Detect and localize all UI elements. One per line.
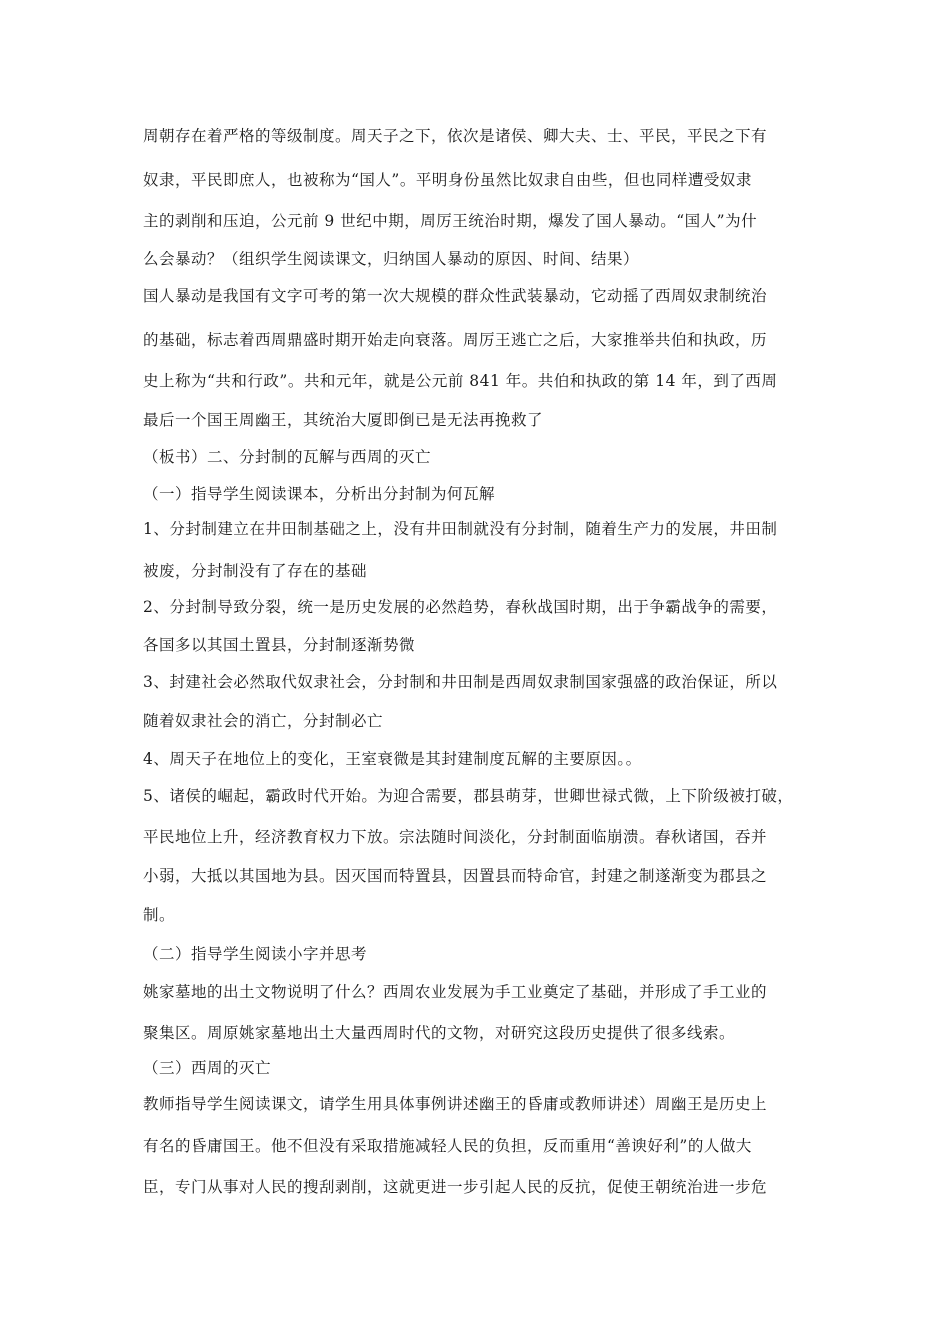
list-item-continued: 制。 — [143, 906, 176, 924]
paragraph-line: 国人暴动是我国有文字可考的第一次大规模的群众性武装暴动，它动摇了西周奴隶制统治 — [143, 287, 768, 305]
paragraph-line: 最后一个国王周幽王，其统治大厦即倒已是无法再挽救了 — [143, 411, 544, 429]
paragraph-line: 姚家墓地的出土文物说明了什么？西周农业发展为手工业奠定了基础，并形成了手工业的 — [143, 983, 768, 1001]
list-item: 3、封建社会必然取代奴隶社会，分封制和井田制是西周奴隶制国家强盛的政治保证，所以 — [143, 673, 778, 691]
list-item-continued: 平民地位上升，经济教育权力下放。宗法随时间淡化，分封制面临崩溃。春秋诸国，吞并 — [143, 828, 768, 846]
list-item: 1、分封制建立在井田制基础之上，没有井田制就没有分封制，随着生产力的发展，井田制 — [143, 520, 778, 538]
list-item-continued: 被废，分封制没有了存在的基础 — [143, 562, 368, 580]
paragraph-line: 主的剥削和压迫，公元前 9 世纪中期，周厉王统治时期，爆发了国人暴动。“国人”为什 — [143, 212, 758, 230]
list-item: 5、诸侯的崛起，霸政时代开始。为迎合需要，郡县萌芽，世卿世禄式微，上下阶级被打破， — [143, 787, 794, 805]
paragraph-line: 臣，专门从事对人民的搜刮剥削，这就更进一步引起人民的反抗，促使王朝统治进一步危 — [143, 1178, 768, 1196]
subsection-heading: （三）西周的灭亡 — [143, 1059, 272, 1077]
list-item: 2、分封制导致分裂，统一是历史发展的必然趋势，春秋战国时期，出于争霸战争的需要， — [143, 598, 778, 616]
list-item-continued: 小弱，大抵以其国地为县。因灭国而特置县，因置县而特命官，封建之制遂渐变为郡县之 — [143, 867, 768, 885]
paragraph-line: 周朝存在着严格的等级制度。周天子之下，依次是诸侯、卿大夫、士、平民，平民之下有 — [143, 127, 768, 145]
paragraph-line: 聚集区。周原姚家墓地出土大量西周时代的文物，对研究这段历史提供了很多线索。 — [143, 1024, 736, 1042]
paragraph-line: 有名的昏庸国王。他不但没有采取措施减轻人民的负担，反而重用“善谀好利”的人做大 — [143, 1137, 752, 1155]
paragraph-line: 么会暴动？（组织学生阅读课文，归纳国人暴动的原因、时间、结果） — [143, 250, 640, 268]
paragraph-line: 教师指导学生阅读课文，请学生用具体事例讲述幽王的昏庸或教师讲述）周幽王是历史上 — [143, 1095, 768, 1113]
paragraph-line: 的基础，标志着西周鼎盛时期开始走向衰落。周厉王逃亡之后，大家推举共伯和执政，历 — [143, 331, 768, 349]
paragraph-line: 史上称为“共和行政”。共和元年，就是公元前 841 年。共伯和执政的第 14 年，到了西周 — [143, 372, 778, 390]
subsection-heading: （二）指导学生阅读小字并思考 — [143, 945, 368, 963]
paragraph-line: 奴隶，平民即庶人，也被称为“国人”。平明身份虽然比奴隶自由些，但也同样遭受奴隶 — [143, 171, 752, 189]
section-heading: （板书）二、分封制的瓦解与西周的灭亡 — [143, 448, 432, 466]
list-item: 4、周天子在地位上的变化，王室衰微是其封建制度瓦解的主要原因。。 — [143, 750, 642, 768]
list-item-continued: 随着奴隶社会的消亡，分封制必亡 — [143, 712, 384, 730]
list-item-continued: 各国多以其国土置县，分封制逐渐势微 — [143, 636, 416, 654]
subsection-heading: （一）指导学生阅读课本，分析出分封制为何瓦解 — [143, 485, 496, 503]
